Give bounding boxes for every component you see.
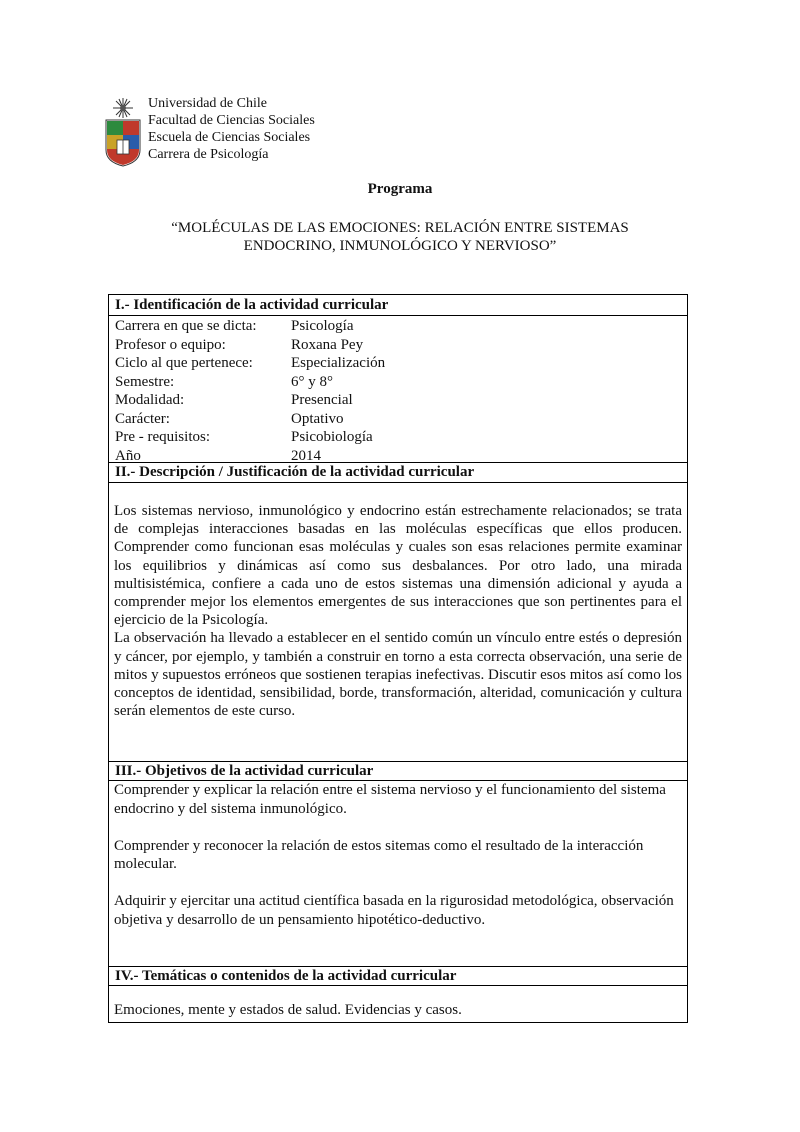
info-label: Año <box>115 447 141 464</box>
section-4-title: IV.- Temáticas o contenidos de la actividad curricular <box>115 968 457 984</box>
institution-faculty: Facultad de Ciencias Sociales <box>148 113 315 128</box>
section-3-title: III.- Objetivos de la actividad curricular <box>115 763 374 779</box>
section-2-title: II.- Descripción / Justificación de la actividad curricular <box>115 464 475 480</box>
info-value: 2014 <box>291 447 321 464</box>
objective-item: Adquirir y ejercitar una actitud científica basada en la rigurosidad metodológica, observación objetiva y desarrollo de un pensamiento hipotético-deductivo. <box>114 893 674 928</box>
course-title-line: “MOLÉCULAS DE LAS EMOCIONES: RELACIÓN ENTRE SISTEMAS <box>171 220 629 236</box>
course-title-line: ENDOCRINO, INMUNOLÓGICO Y NERVIOSO” <box>243 238 557 254</box>
info-value: Presencial <box>291 392 353 408</box>
info-value: Roxana Pey <box>291 336 364 353</box>
contents-text: Emociones, mente y estados de salud. Evidencias y casos. <box>114 1002 462 1018</box>
info-label: Semestre: <box>115 373 175 390</box>
divider <box>109 462 687 463</box>
divider <box>109 482 687 483</box>
objectives-list <box>114 781 679 948</box>
info-value: Especialización <box>291 355 386 371</box>
description-text <box>114 502 682 720</box>
institution-lines <box>148 95 315 163</box>
curricular-table <box>108 294 688 1023</box>
info-value: Psicobiología <box>291 429 373 445</box>
institution-school: Escuela de Ciencias Sociales <box>148 130 311 145</box>
objective-item: Comprender y explicar la relación entre el sistema nervioso y el funcionamiento del sistema endocrino y del sistema inmunológico. <box>114 782 666 817</box>
info-label: Carrera en que se dicta: <box>115 318 257 334</box>
institution-university: Universidad de Chile <box>148 96 267 111</box>
divider <box>109 985 687 986</box>
divider <box>109 315 687 316</box>
university-shield-logo-icon <box>103 96 143 168</box>
description-paragraph: La observación ha llevado a establecer en el sentido común un vínculo entre estés o depresión y cáncer, por ejemplo, y también a construir en torno a esta correcta observación, una serie de mitos y supuestos erróneos que sostienen terapias inefectivas. Discutir esos mitos así como los conceptos de identidad, sensibilidad, borde, transformación, alteridad, comunicación y cultura serán elementos de este curso. <box>114 630 682 720</box>
course-title <box>130 219 670 255</box>
section-1-title: I.- Identificación de la actividad curricular <box>115 297 389 313</box>
objective-item: Comprender y reconocer la relación de estos sitemas como el resultado de la interacción molecular. <box>114 837 644 872</box>
info-label: Profesor o equipo: <box>115 336 226 353</box>
info-value: Optativo <box>291 410 344 427</box>
description-paragraph: Los sistemas nervioso, inmunológico y endocrino están estrechamente relacionados; se trata de complejas interacciones basadas en las moléculas específicas que ellos producen. Comprender como funcionan esas moléculas y cuales son esas relaciones permite examinar los equilibrios y dinámicas así como sus desbalances. Por otro lado, una mirada multisistémica, confiere a cada uno de estos sistemas una dimensión adicional y ayuda a comprender mejor los elementos emergentes de sus interacciones que son pertinentes para el ejercicio de la Psicología. <box>114 503 682 629</box>
institution-career: Carrera de Psicología <box>148 147 269 162</box>
info-label: Pre - requisitos: <box>115 429 210 445</box>
divider <box>109 761 687 762</box>
info-label: Ciclo al que pertenece: <box>115 355 253 371</box>
info-value: 6° y 8° <box>291 373 333 390</box>
info-value: Psicología <box>291 318 354 334</box>
info-label: Modalidad: <box>115 392 185 408</box>
divider <box>109 966 687 967</box>
program-label: Programa <box>367 181 433 197</box>
info-label: Carácter: <box>115 410 170 427</box>
